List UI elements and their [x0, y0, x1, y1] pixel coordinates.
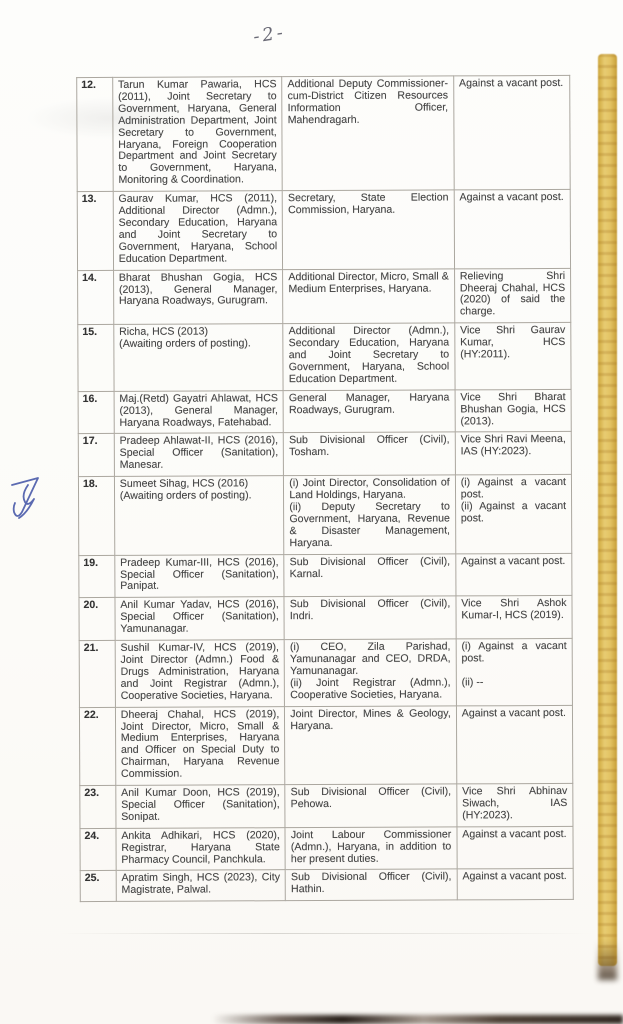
posting-cell: Additional Director (Admn.), Secondary Education, Haryana and Joint Secretary to Government, Haryana, School Education Department. — [283, 323, 455, 390]
sno-cell: 16. — [78, 391, 114, 434]
remarks-cell: Against a vacant post. — [457, 869, 573, 900]
officer-cell: Sushil Kumar-IV, HCS (2019), Joint Director (Admn.) Food & Drugs Administration, Haryana and Joint Registrar (Admn.), Cooperative Societies, Haryana. — [115, 640, 285, 707]
remarks-cell: Against a vacant post. — [456, 705, 573, 784]
table-row — [79, 705, 572, 786]
officer-cell: Tarun Kumar Pawaria, HCS (2011), Joint Secretary to Government, Haryana, General Administration Department, Joint Secretary to Government, Haryana, Foreign Cooperation Department and Joint Secretary to Government, Haryana, Monitoring & Coordination. — [113, 77, 283, 192]
table-row — [78, 389, 571, 434]
sno-cell: 25. — [80, 871, 116, 902]
sno-cell: 22. — [79, 707, 115, 786]
posting-cell: Secretary, State Election Commission, Haryana. — [282, 190, 454, 269]
posting-cell: Sub Divisional Officer (Civil), Hathin. — [285, 869, 457, 901]
table-row — [80, 869, 573, 902]
sno-cell: 19. — [79, 555, 115, 598]
remarks-cell: Vice Shri Gaurav Kumar, HCS (HY:2011). — [455, 323, 572, 390]
posting-cell: (i) CEO, Zila Parishad, Yamunanagar and CEO, DRDA, Yamunanagar. (ii) Joint Registrar (Admn.), Cooperative Societies, Haryana. — [284, 639, 456, 706]
adjacent-paper-edge — [598, 54, 617, 966]
table-row — [78, 323, 571, 392]
posting-cell: (i) Joint Director, Consolidation of Land Holdings, Haryana. (ii) Deputy Secretary to Government, Haryana, Revenue & Disaster Management, Haryana. — [284, 475, 456, 554]
sno-cell: 20. — [79, 598, 115, 641]
sno-cell: 15. — [78, 325, 114, 392]
table-row — [78, 475, 571, 556]
remarks-cell: (i) Against a vacant post. (ii) Against a vacant post. — [455, 475, 572, 554]
page-number: -2- — [251, 21, 288, 48]
officer-cell: Apratim Singh, HCS (2023), City Magistrate, Palwal. — [116, 870, 286, 902]
posting-cell: Joint Director, Mines & Geology, Haryana. — [285, 706, 457, 785]
officer-cell: Anil Kumar Yadav, HCS (2016), Special Officer (Sanitation), Yamunanagar. — [115, 597, 285, 640]
remarks-cell: Against a vacant post. — [456, 553, 572, 596]
remarks-cell: (i) Against a vacant post. (ii) -- — [456, 638, 573, 705]
posting-cell: Additional Deputy Commissioner-cum-District Citizen Resources Information Officer, Mahendragarh. — [282, 76, 454, 191]
transfer-orders-table — [76, 75, 574, 902]
table-row — [78, 432, 571, 477]
officer-cell: Sumeet Sihag, HCS (2016) (Awaiting orders of posting). — [114, 476, 284, 555]
sno-cell: 12. — [77, 77, 113, 191]
handwritten-check-mark-icon — [5, 472, 47, 532]
posting-cell: Additional Director, Micro, Small & Medium Enterprises, Haryana. — [283, 269, 455, 324]
posting-cell: Sub Divisional Officer (Civil), Karnal. — [284, 554, 456, 597]
sno-cell: 21. — [79, 640, 115, 707]
table-row — [80, 826, 573, 871]
sno-cell: 17. — [78, 434, 114, 477]
remarks-cell: Against a vacant post. — [453, 75, 570, 190]
posting-cell: General Manager, Haryana Roadways, Gurugram. — [283, 390, 455, 433]
scan-bottom-shadow — [0, 1010, 623, 1024]
scan-artifact-line — [60, 933, 593, 934]
table-row — [79, 553, 572, 598]
posting-cell: Sub Divisional Officer (Civil), Indri. — [284, 596, 456, 639]
officer-cell: Dheeraj Chahal, HCS (2019), Joint Director, Micro, Small & Medium Enterprises, Haryana and Officer on Special Duty to Chairman, Haryana Revenue Commission. — [115, 706, 285, 785]
officer-cell: Pradeep Kumar-III, HCS (2016), Special Officer (Sanitation), Panipat. — [115, 554, 285, 597]
sno-cell: 23. — [80, 785, 116, 828]
posting-cell: Sub Divisional Officer (Civil), Tosham. — [284, 432, 456, 475]
sno-cell: 24. — [80, 828, 116, 871]
remarks-cell: Against a vacant post. — [454, 190, 571, 269]
officer-cell: Bharat Bhushan Gogia, HCS (2013), General Manager, Haryana Roadways, Gurugram. — [113, 269, 283, 324]
table-body — [77, 75, 574, 901]
remarks-cell: Vice Shri Ashok Kumar-I, HCS (2019). — [456, 596, 572, 639]
table-row — [79, 596, 572, 641]
posting-cell: Joint Labour Commissioner (Admn.), Haryana, in addition to her present duties. — [285, 827, 457, 870]
sno-cell: 14. — [78, 270, 114, 325]
officer-cell: Pradeep Ahlawat-II, HCS (2016), Special Officer (Sanitation), Manesar. — [114, 433, 284, 476]
remarks-cell: Vice Shri Ravi Meena, IAS (HY:2023). — [455, 432, 571, 475]
remarks-cell: Against a vacant post. — [457, 826, 573, 869]
table-row — [77, 190, 570, 271]
posting-cell: Sub Divisional Officer (Civil), Pehowa. — [285, 784, 457, 827]
table-row — [79, 638, 572, 707]
sno-cell: 18. — [78, 477, 114, 556]
sno-cell: 13. — [77, 192, 113, 271]
officer-cell: Richa, HCS (2013) (Awaiting orders of posting). — [114, 324, 284, 391]
remarks-cell: Relieving Shri Dheeraj Chahal, HCS (2020) of said the charge. — [454, 268, 570, 323]
table-row — [78, 268, 571, 325]
remarks-cell: Vice Shri Abhinav Siwach, IAS (HY:2023). — [457, 783, 573, 826]
officer-cell: Anil Kumar Doon, HCS (2019), Special Officer (Sanitation), Sonipat. — [116, 785, 286, 828]
officer-cell: Gaurav Kumar, HCS (2011), Additional Director (Admn.), Secondary Education, Haryana and Joint Secretary to Government, Haryana, School Education Department. — [113, 191, 283, 270]
table-row — [80, 783, 573, 828]
officer-cell: Ankita Adhikari, HCS (2020), Registrar, Haryana State Pharmacy Council, Panchkula. — [116, 827, 286, 870]
remarks-cell: Vice Shri Bharat Bhushan Gogia, HCS (2013). — [455, 389, 571, 432]
officer-cell: Maj.(Retd) Gayatri Ahlawat, HCS (2013), General Manager, Haryana Roadways, Fatehabad. — [114, 390, 284, 433]
table-row — [77, 75, 570, 191]
